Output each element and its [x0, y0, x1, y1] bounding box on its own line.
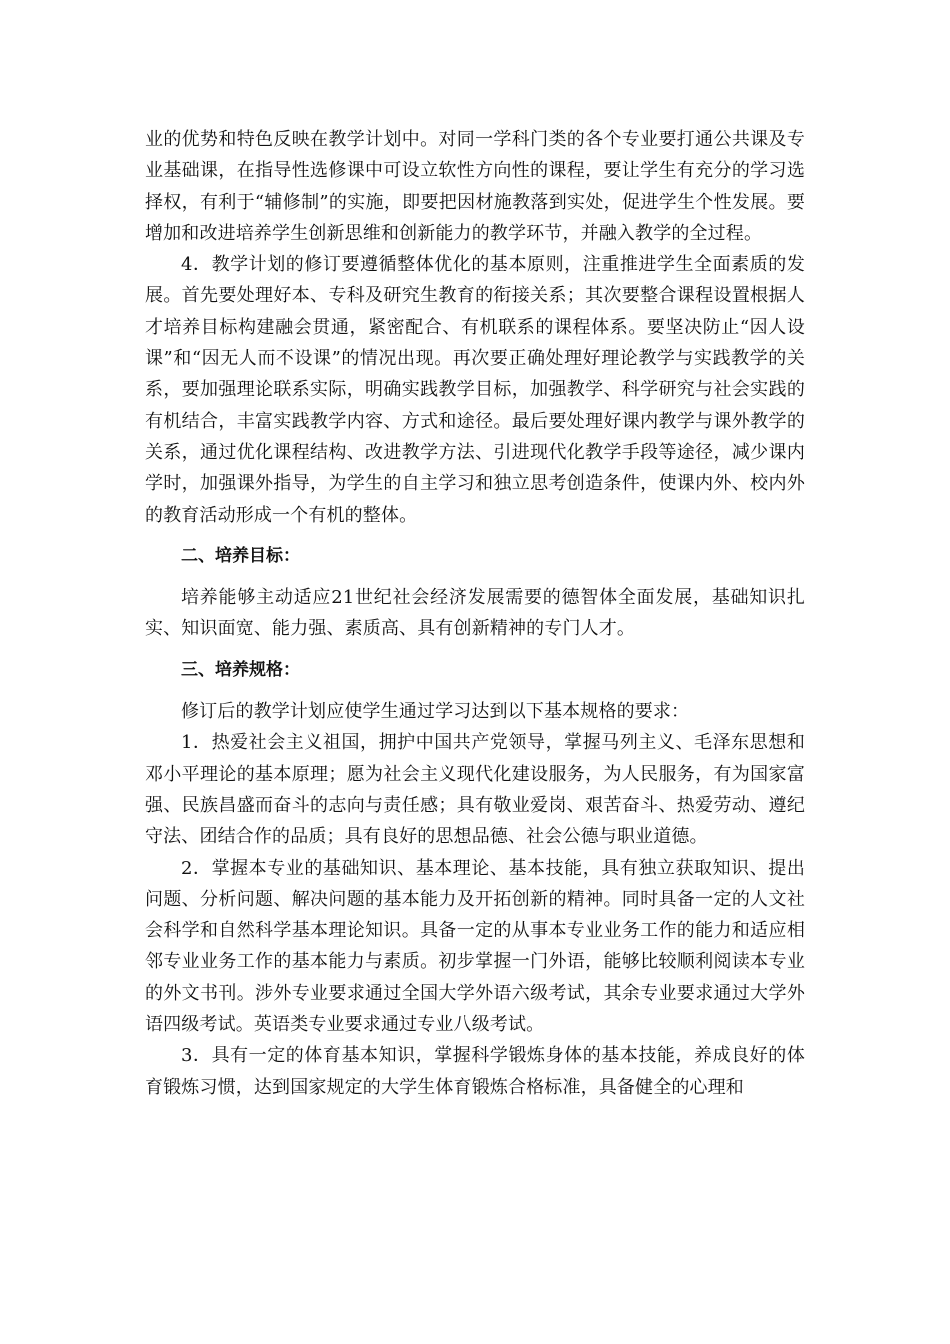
paragraph-spec-2: 2．掌握本专业的基础知识、基本理论、基本技能，具有独立获取知识、提出问题、分析问题、解决问题的基本能力及开拓创新的精神。同时具备一定的人文社会科学和自然科学基本理论知识。具备一定的从事本专业业务工作的能力和适应相邻专业业务工作的基本能力与素质。初步掌握一门外语，能够比较顺利阅读本专业的外文书刊。涉外专业要求通过全国大学外语六级考试，其余专业要求通过大学外语四级考试。英语类专业要求通过专业八级考试。: [145, 857, 805, 1036]
paragraph-continuation: 业的优势和特色反映在教学计划中。对同一学科门类的各个专业要打通公共课及专业基础课，在指导性选修课中可设立软性方向性的课程，要让学生有充分的学习选择权，有利于“辅修制”的实施，即要把因材施教落到实处，促进学生个性发展。要增加和改进培养学生创新思维和创新能力的教学环节，并融入教学的全过程。: [145, 129, 805, 244]
section-heading-specs: 三、培养规格：: [181, 659, 300, 680]
document-page: [145, 124, 805, 1103]
paragraph-goals: 培养能够主动适应21世纪社会经济发展需要的德智体全面发展，基础知识扎实、知识面宽、能力强、素质高、具有创新精神的专门人才。: [145, 587, 805, 640]
paragraph-spec-3: 3．具有一定的体育基本知识，掌握科学锻炼身体的基本技能，养成良好的体育锻炼习惯，达到国家规定的大学生体育锻炼合格标准，具备健全的心理和: [145, 1045, 805, 1098]
paragraph-item-4: 4．教学计划的修订要遵循整体优化的基本原则，注重推进学生全面素质的发展。首先要处理好本、专科及研究生教育的衔接关系；其次要整合课程设置根据人才培养目标构建融会贯通，紧密配合、有机联系的课程体系。要坚决防止“因人设课”和“因无人而不设课”的情况出现。再次要正确处理好理论教学与实践教学的关系，要加强理论联系实际，明确实践教学目标，加强教学、科学研究与社会实践的有机结合，丰富实践教学内容、方式和途径。最后要处理好课内教学与课外教学的关系，通过优化课程结构、改进教学方法、引进现代化教学手段等途径，减少课内学时，加强课外指导，为学生的自主学习和独立思考创造条件，使课内外、校内外的教育活动形成一个有机的整体。: [145, 254, 805, 526]
paragraph-spec-1: 1．热爱社会主义祖国，拥护中国共产党领导，掌握马列主义、毛泽东思想和邓小平理论的基本原理；愿为社会主义现代化建设服务，为人民服务，有为国家富强、民族昌盛而奋斗的志向与责任感；具有敬业爱岗、艰苦奋斗、热爱劳动、遵纪守法、团结合作的品质；具有良好的思想品德、社会公德与职业道德。: [145, 732, 805, 848]
paragraph-specs-intro: 修订后的教学计划应使学生通过学习达到以下基本规格的要求：: [181, 701, 690, 723]
section-heading-goals: 二、培养目标：: [181, 545, 300, 566]
